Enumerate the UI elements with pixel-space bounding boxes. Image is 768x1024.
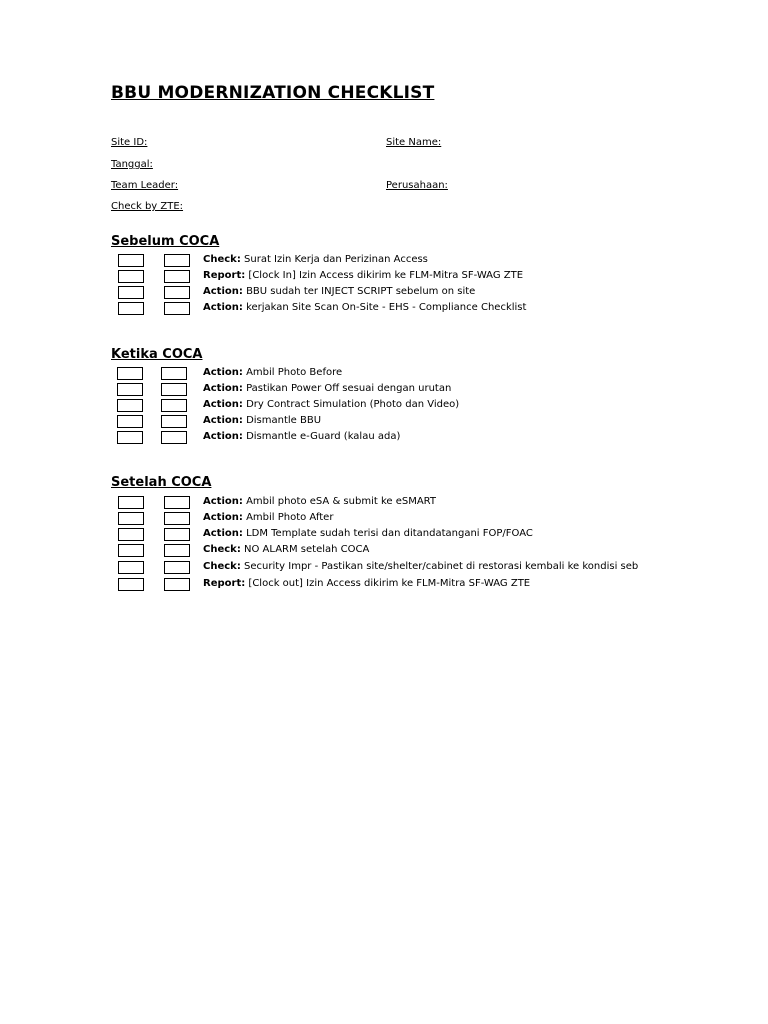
item-text bbox=[203, 414, 321, 428]
item-kind: Action: bbox=[203, 302, 243, 313]
item-description: kerjakan Site Scan On-Site - EHS - Compliance Checklist bbox=[246, 302, 527, 313]
item-kind: Action: bbox=[203, 528, 243, 539]
checkbox[interactable] bbox=[118, 578, 144, 591]
item-kind: Action: bbox=[203, 399, 243, 410]
checklist-row bbox=[0, 430, 768, 446]
checkbox[interactable] bbox=[118, 270, 144, 283]
item-text bbox=[203, 577, 530, 591]
section-title: Setelah COCA bbox=[111, 475, 212, 490]
item-description: Ambil photo eSA & submit ke eSMART bbox=[246, 496, 437, 507]
item-text bbox=[203, 253, 428, 267]
item-kind: Report: bbox=[203, 270, 246, 281]
item-text bbox=[203, 511, 333, 525]
item-kind: Action: bbox=[203, 383, 243, 394]
item-kind: Action: bbox=[203, 367, 243, 378]
checklist-row bbox=[0, 366, 768, 382]
item-kind: Report: bbox=[203, 578, 246, 589]
item-text bbox=[203, 560, 638, 574]
item-description: Ambil Photo After bbox=[246, 512, 334, 523]
checkbox[interactable] bbox=[164, 544, 190, 557]
checkbox[interactable] bbox=[164, 578, 190, 591]
checklist-row bbox=[0, 543, 768, 559]
site-name-label: Site Name: bbox=[386, 137, 442, 148]
checklist-row bbox=[0, 382, 768, 398]
checkbox[interactable] bbox=[117, 415, 143, 428]
checklist-row bbox=[0, 301, 768, 317]
item-description: Pastikan Power Off sesuai dengan urutan bbox=[246, 383, 452, 394]
item-text bbox=[203, 269, 523, 283]
check-by-zte-label: Check by ZTE: bbox=[111, 201, 184, 212]
checkbox[interactable] bbox=[117, 383, 143, 396]
item-text bbox=[203, 382, 451, 396]
checkbox[interactable] bbox=[118, 544, 144, 557]
perusahaan-label: Perusahaan: bbox=[386, 180, 448, 191]
checkbox[interactable] bbox=[117, 367, 143, 380]
item-description: Security Impr - Pastikan site/shelter/cabinet di restorasi kembali ke kondisi seb bbox=[244, 561, 639, 572]
checkbox[interactable] bbox=[118, 512, 144, 525]
item-description: Dismantle e-Guard (kalau ada) bbox=[246, 431, 401, 442]
item-text bbox=[203, 543, 369, 557]
checklist-row bbox=[0, 253, 768, 269]
item-kind: Check: bbox=[203, 544, 241, 555]
checklist-row bbox=[0, 269, 768, 285]
item-kind: Action: bbox=[203, 512, 243, 523]
checkbox[interactable] bbox=[161, 415, 187, 428]
checkbox[interactable] bbox=[161, 383, 187, 396]
checkbox[interactable] bbox=[164, 270, 190, 283]
item-description: BBU sudah ter INJECT SCRIPT sebelum on site bbox=[246, 286, 476, 297]
item-description: Ambil Photo Before bbox=[246, 367, 343, 378]
checklist-row bbox=[0, 285, 768, 301]
item-text bbox=[203, 495, 436, 509]
checkbox[interactable] bbox=[118, 496, 144, 509]
item-text bbox=[203, 398, 459, 412]
checkbox[interactable] bbox=[164, 302, 190, 315]
team-leader-label: Team Leader: bbox=[111, 180, 179, 191]
page-title: BBU MODERNIZATION CHECKLIST bbox=[111, 83, 435, 103]
checklist-row bbox=[0, 560, 768, 576]
checklist-row bbox=[0, 414, 768, 430]
checklist-row bbox=[0, 511, 768, 527]
item-text bbox=[203, 430, 400, 444]
checklist-row bbox=[0, 527, 768, 543]
checkbox[interactable] bbox=[118, 302, 144, 315]
item-description: LDM Template sudah terisi dan ditandatangani FOP/FOAC bbox=[246, 528, 533, 539]
checkbox[interactable] bbox=[164, 254, 190, 267]
checkbox[interactable] bbox=[118, 254, 144, 267]
checkbox[interactable] bbox=[164, 496, 190, 509]
checkbox[interactable] bbox=[164, 286, 190, 299]
item-description: [Clock out] Izin Access dikirim ke FLM-Mitra SF-WAG ZTE bbox=[248, 578, 531, 589]
checkbox[interactable] bbox=[161, 431, 187, 444]
item-text bbox=[203, 366, 342, 380]
checkbox[interactable] bbox=[164, 561, 190, 574]
item-description: [Clock In] Izin Access dikirim ke FLM-Mitra SF-WAG ZTE bbox=[248, 270, 524, 281]
item-kind: Check: bbox=[203, 254, 241, 265]
item-kind: Action: bbox=[203, 496, 243, 507]
checklist-row bbox=[0, 398, 768, 414]
item-description: Surat Izin Kerja dan Perizinan Access bbox=[244, 254, 428, 265]
checkbox[interactable] bbox=[164, 528, 190, 541]
checkbox[interactable] bbox=[161, 367, 187, 380]
item-kind: Action: bbox=[203, 286, 243, 297]
item-description: Dry Contract Simulation (Photo dan Video) bbox=[246, 399, 460, 410]
item-description: Dismantle BBU bbox=[246, 415, 322, 426]
section-title: Ketika COCA bbox=[111, 347, 203, 362]
checkbox[interactable] bbox=[117, 431, 143, 444]
checkbox[interactable] bbox=[117, 399, 143, 412]
item-text bbox=[203, 527, 533, 541]
checkbox[interactable] bbox=[118, 528, 144, 541]
item-kind: Action: bbox=[203, 415, 243, 426]
tanggal-label: Tanggal: bbox=[111, 159, 153, 170]
section-title: Sebelum COCA bbox=[111, 234, 220, 249]
checkbox[interactable] bbox=[161, 399, 187, 412]
item-kind: Action: bbox=[203, 431, 243, 442]
site-id-label: Site ID: bbox=[111, 137, 148, 148]
item-description: NO ALARM setelah COCA bbox=[244, 544, 370, 555]
item-text bbox=[203, 301, 526, 315]
item-text bbox=[203, 285, 475, 299]
checklist-row bbox=[0, 495, 768, 511]
checkbox[interactable] bbox=[118, 561, 144, 574]
item-kind: Check: bbox=[203, 561, 241, 572]
checklist-row bbox=[0, 577, 768, 593]
checkbox[interactable] bbox=[118, 286, 144, 299]
checkbox[interactable] bbox=[164, 512, 190, 525]
